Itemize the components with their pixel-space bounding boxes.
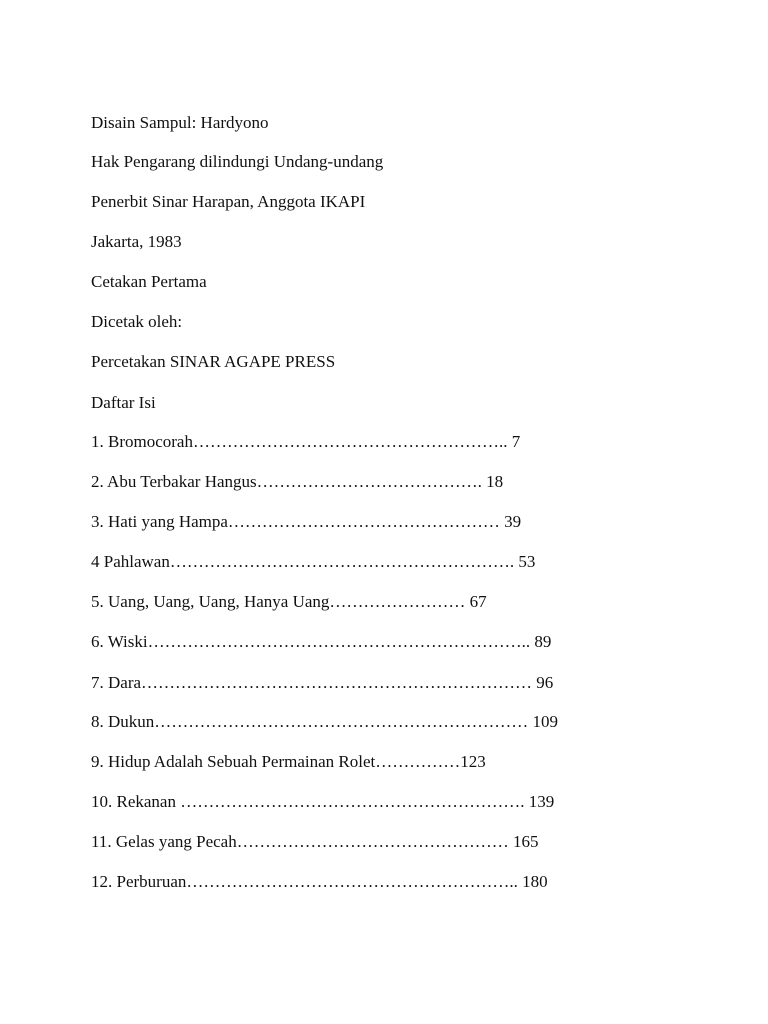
toc-entry: 10. Rekanan ……………………………………………………. 139 (91, 792, 555, 811)
toc-entry: 9. Hidup Adalah Sebuah Permainan Rolet……………123 (91, 752, 486, 771)
toc-entry: 8. Dukun………………………………………………………… 109 (91, 712, 559, 731)
cover-design-credit: Disain Sampul: Hardyono (91, 113, 269, 132)
edition-line: Cetakan Pertama (91, 272, 207, 291)
publisher-line: Penerbit Sinar Harapan, Anggota IKAPI (91, 192, 366, 211)
toc-heading: Daftar Isi (91, 393, 156, 412)
toc-entry: 2. Abu Terbakar Hangus…………………………………. 18 (91, 472, 504, 491)
place-year-line: Jakarta, 1983 (91, 232, 182, 251)
toc-entry: 3. Hati yang Hampa………………………………………… 39 (91, 512, 522, 531)
toc-entry: 7. Dara…………………………………………………………… 96 (91, 673, 554, 692)
toc-entry: 1. Bromocorah……………………………………………….. 7 (91, 432, 521, 451)
printer-name: Percetakan SINAR AGAPE PRESS (91, 352, 336, 371)
copyright-notice: Hak Pengarang dilindungi Undang-undang (91, 152, 384, 171)
toc-entry: 5. Uang, Uang, Uang, Hanya Uang…………………… 67 (91, 592, 487, 611)
printed-by-label: Dicetak oleh: (91, 312, 183, 331)
toc-entry: 4 Pahlawan……………………………………………………. 53 (91, 552, 536, 571)
toc-entry: 6. Wiski………………………………………………………….. 89 (91, 632, 552, 651)
toc-entry: 12. Perburuan………………………………………………….. 180 (91, 872, 548, 891)
toc-entry: 11. Gelas yang Pecah………………………………………… 165 (91, 832, 539, 851)
